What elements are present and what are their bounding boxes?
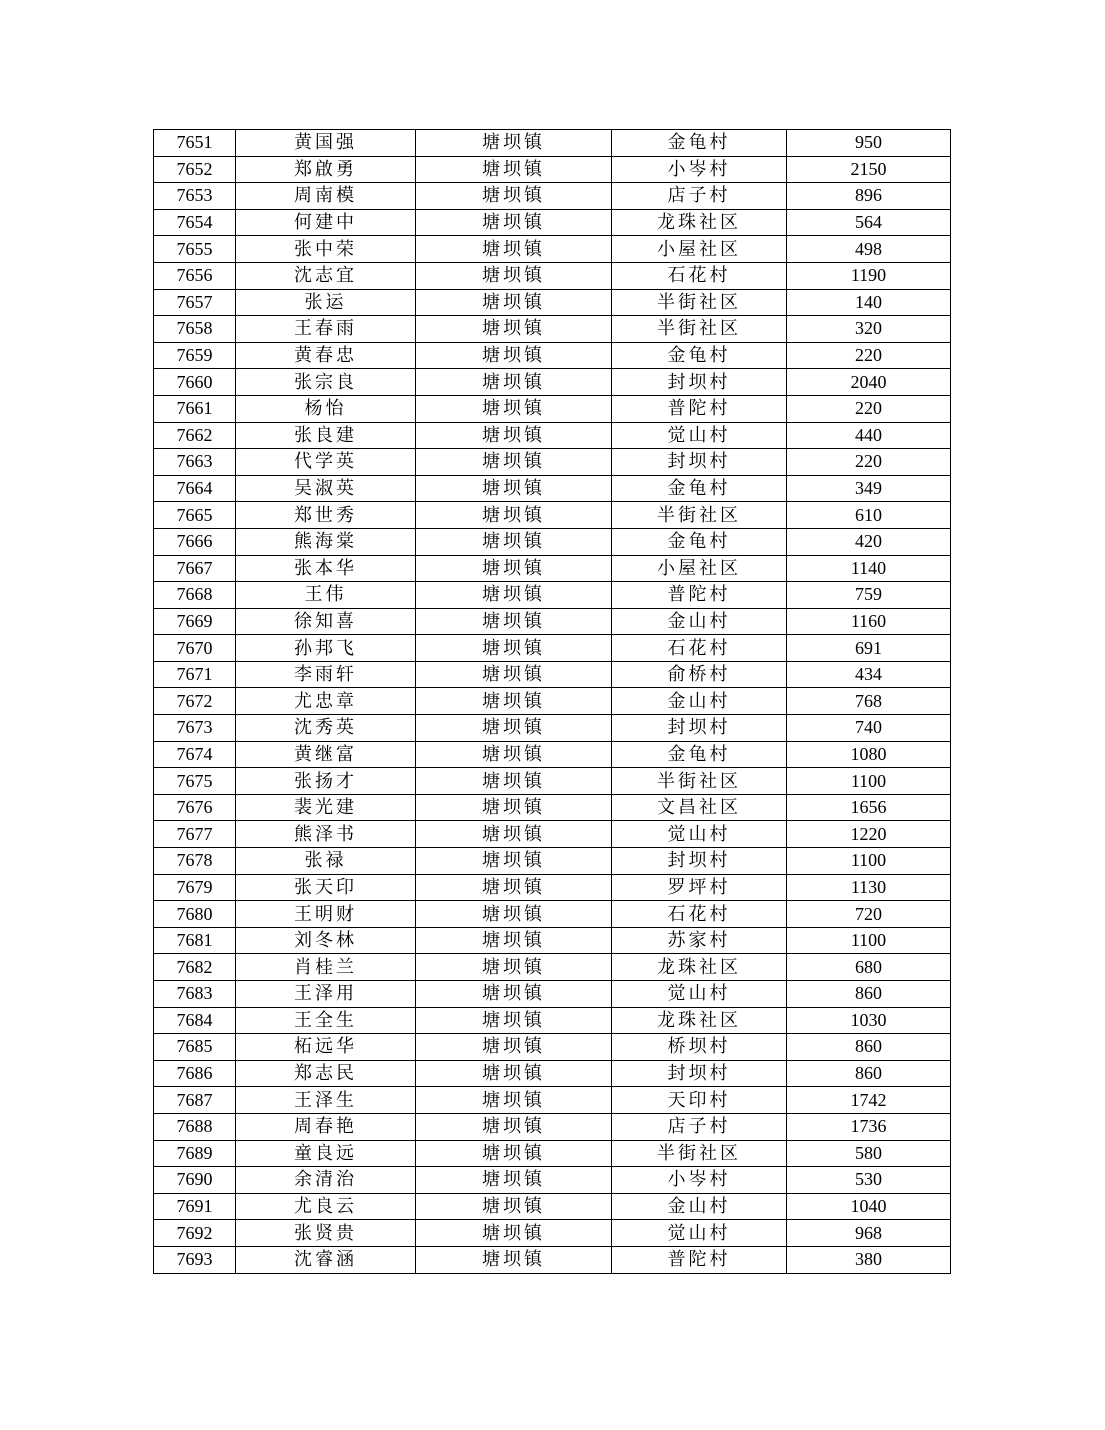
town-cell: 塘坝镇: [416, 1246, 612, 1273]
serial-number-cell: 7656: [154, 262, 236, 289]
name-cell: 张本华: [236, 555, 416, 582]
village-cell: 小岑村: [612, 156, 787, 183]
village-cell: 封坝村: [612, 715, 787, 742]
table-row: [154, 262, 951, 289]
serial-number-cell: 7682: [154, 954, 236, 981]
town-cell: 塘坝镇: [416, 1007, 612, 1034]
amount-cell: 1220: [787, 821, 951, 848]
amount-cell: 720: [787, 901, 951, 928]
name-cell: 刘冬林: [236, 927, 416, 954]
town-cell: 塘坝镇: [416, 901, 612, 928]
town-cell: 塘坝镇: [416, 156, 612, 183]
serial-number-cell: 7662: [154, 422, 236, 449]
serial-number-cell: 7692: [154, 1220, 236, 1247]
amount-cell: 1040: [787, 1193, 951, 1220]
name-cell: 黄春忠: [236, 342, 416, 369]
amount-cell: 380: [787, 1246, 951, 1273]
village-cell: 半街社区: [612, 289, 787, 316]
table-row: [154, 1167, 951, 1194]
village-cell: 石花村: [612, 635, 787, 662]
town-cell: 塘坝镇: [416, 768, 612, 795]
amount-cell: 610: [787, 502, 951, 529]
serial-number-cell: 7653: [154, 183, 236, 210]
table-row: [154, 661, 951, 688]
serial-number-cell: 7666: [154, 528, 236, 555]
serial-number-cell: 7688: [154, 1113, 236, 1140]
amount-cell: 498: [787, 236, 951, 263]
table-row: [154, 741, 951, 768]
town-cell: 塘坝镇: [416, 741, 612, 768]
name-cell: 熊泽书: [236, 821, 416, 848]
amount-cell: 968: [787, 1220, 951, 1247]
village-cell: 封坝村: [612, 369, 787, 396]
town-cell: 塘坝镇: [416, 395, 612, 422]
serial-number-cell: 7671: [154, 661, 236, 688]
amount-cell: 691: [787, 635, 951, 662]
table-row: [154, 981, 951, 1008]
table-row: [154, 555, 951, 582]
town-cell: 塘坝镇: [416, 688, 612, 715]
serial-number-cell: 7655: [154, 236, 236, 263]
village-cell: 半街社区: [612, 768, 787, 795]
amount-cell: 1100: [787, 768, 951, 795]
table-row: [154, 688, 951, 715]
amount-cell: 2040: [787, 369, 951, 396]
name-cell: 柘远华: [236, 1034, 416, 1061]
name-cell: 童良远: [236, 1140, 416, 1167]
name-cell: 肖桂兰: [236, 954, 416, 981]
serial-number-cell: 7675: [154, 768, 236, 795]
village-cell: 石花村: [612, 901, 787, 928]
table-row: [154, 927, 951, 954]
amount-cell: 440: [787, 422, 951, 449]
table-row: [154, 1113, 951, 1140]
village-cell: 金山村: [612, 688, 787, 715]
serial-number-cell: 7661: [154, 395, 236, 422]
serial-number-cell: 7677: [154, 821, 236, 848]
table-row: [154, 1140, 951, 1167]
table-row: [154, 608, 951, 635]
table-row: [154, 289, 951, 316]
name-cell: 张中荣: [236, 236, 416, 263]
town-cell: 塘坝镇: [416, 794, 612, 821]
amount-cell: 1736: [787, 1113, 951, 1140]
village-cell: 半街社区: [612, 316, 787, 343]
town-cell: 塘坝镇: [416, 422, 612, 449]
town-cell: 塘坝镇: [416, 502, 612, 529]
amount-cell: 1100: [787, 927, 951, 954]
table-row: [154, 422, 951, 449]
village-cell: 龙珠社区: [612, 954, 787, 981]
table-row: [154, 449, 951, 476]
table-row: [154, 874, 951, 901]
town-cell: 塘坝镇: [416, 661, 612, 688]
village-cell: 封坝村: [612, 848, 787, 875]
town-cell: 塘坝镇: [416, 262, 612, 289]
village-cell: 苏家村: [612, 927, 787, 954]
town-cell: 塘坝镇: [416, 130, 612, 157]
amount-cell: 220: [787, 395, 951, 422]
amount-cell: 564: [787, 209, 951, 236]
town-cell: 塘坝镇: [416, 608, 612, 635]
village-cell: 小屋社区: [612, 236, 787, 263]
name-cell: 张良建: [236, 422, 416, 449]
table-row: [154, 582, 951, 609]
table-row: [154, 848, 951, 875]
table-row: [154, 316, 951, 343]
amount-cell: 2150: [787, 156, 951, 183]
village-cell: 普陀村: [612, 1246, 787, 1273]
town-cell: 塘坝镇: [416, 1220, 612, 1247]
town-cell: 塘坝镇: [416, 981, 612, 1008]
town-cell: 塘坝镇: [416, 555, 612, 582]
town-cell: 塘坝镇: [416, 1167, 612, 1194]
name-cell: 尤忠章: [236, 688, 416, 715]
serial-number-cell: 7657: [154, 289, 236, 316]
village-cell: 普陀村: [612, 395, 787, 422]
town-cell: 塘坝镇: [416, 715, 612, 742]
name-cell: 代学英: [236, 449, 416, 476]
serial-number-cell: 7679: [154, 874, 236, 901]
serial-number-cell: 7689: [154, 1140, 236, 1167]
table-row: [154, 715, 951, 742]
serial-number-cell: 7687: [154, 1087, 236, 1114]
name-cell: 周春艳: [236, 1113, 416, 1140]
town-cell: 塘坝镇: [416, 528, 612, 555]
serial-number-cell: 7651: [154, 130, 236, 157]
village-cell: 金山村: [612, 608, 787, 635]
village-cell: 金龟村: [612, 130, 787, 157]
name-cell: 张宗良: [236, 369, 416, 396]
name-cell: 沈秀英: [236, 715, 416, 742]
name-cell: 杨怡: [236, 395, 416, 422]
serial-number-cell: 7673: [154, 715, 236, 742]
table-row: [154, 1193, 951, 1220]
village-cell: 觉山村: [612, 981, 787, 1008]
serial-number-cell: 7690: [154, 1167, 236, 1194]
village-cell: 金山村: [612, 1193, 787, 1220]
name-cell: 郑啟勇: [236, 156, 416, 183]
table-row: [154, 1087, 951, 1114]
serial-number-cell: 7674: [154, 741, 236, 768]
serial-number-cell: 7678: [154, 848, 236, 875]
serial-number-cell: 7659: [154, 342, 236, 369]
amount-cell: 860: [787, 1034, 951, 1061]
name-cell: 张扬才: [236, 768, 416, 795]
serial-number-cell: 7663: [154, 449, 236, 476]
data-table: [153, 129, 951, 1274]
town-cell: 塘坝镇: [416, 1060, 612, 1087]
town-cell: 塘坝镇: [416, 1113, 612, 1140]
serial-number-cell: 7691: [154, 1193, 236, 1220]
amount-cell: 320: [787, 316, 951, 343]
table-row: [154, 236, 951, 263]
serial-number-cell: 7665: [154, 502, 236, 529]
serial-number-cell: 7681: [154, 927, 236, 954]
table-row: [154, 475, 951, 502]
amount-cell: 1160: [787, 608, 951, 635]
town-cell: 塘坝镇: [416, 1087, 612, 1114]
name-cell: 徐知喜: [236, 608, 416, 635]
serial-number-cell: 7670: [154, 635, 236, 662]
amount-cell: 950: [787, 130, 951, 157]
name-cell: 孙邦飞: [236, 635, 416, 662]
name-cell: 余清治: [236, 1167, 416, 1194]
serial-number-cell: 7693: [154, 1246, 236, 1273]
amount-cell: 768: [787, 688, 951, 715]
village-cell: 龙珠社区: [612, 209, 787, 236]
amount-cell: 349: [787, 475, 951, 502]
village-cell: 觉山村: [612, 1220, 787, 1247]
village-cell: 罗坪村: [612, 874, 787, 901]
village-cell: 半街社区: [612, 502, 787, 529]
table-row: [154, 209, 951, 236]
name-cell: 吴淑英: [236, 475, 416, 502]
amount-cell: 434: [787, 661, 951, 688]
table-row: [154, 342, 951, 369]
amount-cell: 1140: [787, 555, 951, 582]
town-cell: 塘坝镇: [416, 821, 612, 848]
name-cell: 周南模: [236, 183, 416, 210]
serial-number-cell: 7664: [154, 475, 236, 502]
village-cell: 俞桥村: [612, 661, 787, 688]
table-row: [154, 130, 951, 157]
serial-number-cell: 7686: [154, 1060, 236, 1087]
village-cell: 石花村: [612, 262, 787, 289]
village-cell: 小屋社区: [612, 555, 787, 582]
town-cell: 塘坝镇: [416, 236, 612, 263]
table-row: [154, 794, 951, 821]
amount-cell: 220: [787, 449, 951, 476]
name-cell: 何建中: [236, 209, 416, 236]
serial-number-cell: 7652: [154, 156, 236, 183]
town-cell: 塘坝镇: [416, 954, 612, 981]
town-cell: 塘坝镇: [416, 316, 612, 343]
amount-cell: 420: [787, 528, 951, 555]
name-cell: 张天印: [236, 874, 416, 901]
serial-number-cell: 7685: [154, 1034, 236, 1061]
name-cell: 熊海棠: [236, 528, 416, 555]
amount-cell: 1030: [787, 1007, 951, 1034]
name-cell: 沈睿涵: [236, 1246, 416, 1273]
table-row: [154, 768, 951, 795]
name-cell: 裴光建: [236, 794, 416, 821]
amount-cell: 896: [787, 183, 951, 210]
town-cell: 塘坝镇: [416, 874, 612, 901]
village-cell: 觉山村: [612, 422, 787, 449]
village-cell: 金龟村: [612, 741, 787, 768]
name-cell: 郑志民: [236, 1060, 416, 1087]
table-row: [154, 1060, 951, 1087]
village-cell: 店子村: [612, 1113, 787, 1140]
village-cell: 半街社区: [612, 1140, 787, 1167]
town-cell: 塘坝镇: [416, 927, 612, 954]
name-cell: 王泽生: [236, 1087, 416, 1114]
name-cell: 张禄: [236, 848, 416, 875]
table-row: [154, 1034, 951, 1061]
serial-number-cell: 7658: [154, 316, 236, 343]
serial-number-cell: 7654: [154, 209, 236, 236]
name-cell: 黄继富: [236, 741, 416, 768]
town-cell: 塘坝镇: [416, 369, 612, 396]
name-cell: 尤良云: [236, 1193, 416, 1220]
name-cell: 李雨轩: [236, 661, 416, 688]
table-row: [154, 1007, 951, 1034]
amount-cell: 740: [787, 715, 951, 742]
serial-number-cell: 7660: [154, 369, 236, 396]
amount-cell: 759: [787, 582, 951, 609]
table-row: [154, 1220, 951, 1247]
village-cell: 金龟村: [612, 475, 787, 502]
amount-cell: 1656: [787, 794, 951, 821]
serial-number-cell: 7684: [154, 1007, 236, 1034]
town-cell: 塘坝镇: [416, 209, 612, 236]
village-cell: 店子村: [612, 183, 787, 210]
name-cell: 郑世秀: [236, 502, 416, 529]
table-row: [154, 528, 951, 555]
town-cell: 塘坝镇: [416, 1034, 612, 1061]
serial-number-cell: 7667: [154, 555, 236, 582]
name-cell: 王泽用: [236, 981, 416, 1008]
table-row: [154, 821, 951, 848]
village-cell: 金龟村: [612, 342, 787, 369]
serial-number-cell: 7683: [154, 981, 236, 1008]
table-row: [154, 1246, 951, 1273]
name-cell: 王春雨: [236, 316, 416, 343]
amount-cell: 530: [787, 1167, 951, 1194]
village-cell: 封坝村: [612, 1060, 787, 1087]
town-cell: 塘坝镇: [416, 475, 612, 502]
village-cell: 普陀村: [612, 582, 787, 609]
serial-number-cell: 7672: [154, 688, 236, 715]
town-cell: 塘坝镇: [416, 1193, 612, 1220]
village-cell: 文昌社区: [612, 794, 787, 821]
serial-number-cell: 7676: [154, 794, 236, 821]
name-cell: 张运: [236, 289, 416, 316]
town-cell: 塘坝镇: [416, 1140, 612, 1167]
town-cell: 塘坝镇: [416, 582, 612, 609]
town-cell: 塘坝镇: [416, 635, 612, 662]
table-row: [154, 502, 951, 529]
name-cell: 王全生: [236, 1007, 416, 1034]
amount-cell: 1080: [787, 741, 951, 768]
serial-number-cell: 7669: [154, 608, 236, 635]
name-cell: 张贤贵: [236, 1220, 416, 1247]
village-cell: 小岑村: [612, 1167, 787, 1194]
table-row: [154, 156, 951, 183]
amount-cell: 220: [787, 342, 951, 369]
amount-cell: 680: [787, 954, 951, 981]
town-cell: 塘坝镇: [416, 342, 612, 369]
name-cell: 王伟: [236, 582, 416, 609]
village-cell: 封坝村: [612, 449, 787, 476]
amount-cell: 860: [787, 981, 951, 1008]
village-cell: 龙珠社区: [612, 1007, 787, 1034]
table-row: [154, 901, 951, 928]
village-cell: 金龟村: [612, 528, 787, 555]
amount-cell: 1130: [787, 874, 951, 901]
town-cell: 塘坝镇: [416, 183, 612, 210]
village-cell: 桥坝村: [612, 1034, 787, 1061]
village-cell: 天印村: [612, 1087, 787, 1114]
amount-cell: 860: [787, 1060, 951, 1087]
amount-cell: 580: [787, 1140, 951, 1167]
town-cell: 塘坝镇: [416, 289, 612, 316]
table-body: [154, 130, 951, 1274]
serial-number-cell: 7668: [154, 582, 236, 609]
name-cell: 王明财: [236, 901, 416, 928]
table-row: [154, 395, 951, 422]
table-row: [154, 183, 951, 210]
town-cell: 塘坝镇: [416, 449, 612, 476]
amount-cell: 1100: [787, 848, 951, 875]
village-cell: 觉山村: [612, 821, 787, 848]
serial-number-cell: 7680: [154, 901, 236, 928]
name-cell: 沈志宜: [236, 262, 416, 289]
amount-cell: 1190: [787, 262, 951, 289]
table-row: [154, 635, 951, 662]
amount-cell: 1742: [787, 1087, 951, 1114]
table-row: [154, 369, 951, 396]
name-cell: 黄国强: [236, 130, 416, 157]
table-row: [154, 954, 951, 981]
amount-cell: 140: [787, 289, 951, 316]
town-cell: 塘坝镇: [416, 848, 612, 875]
